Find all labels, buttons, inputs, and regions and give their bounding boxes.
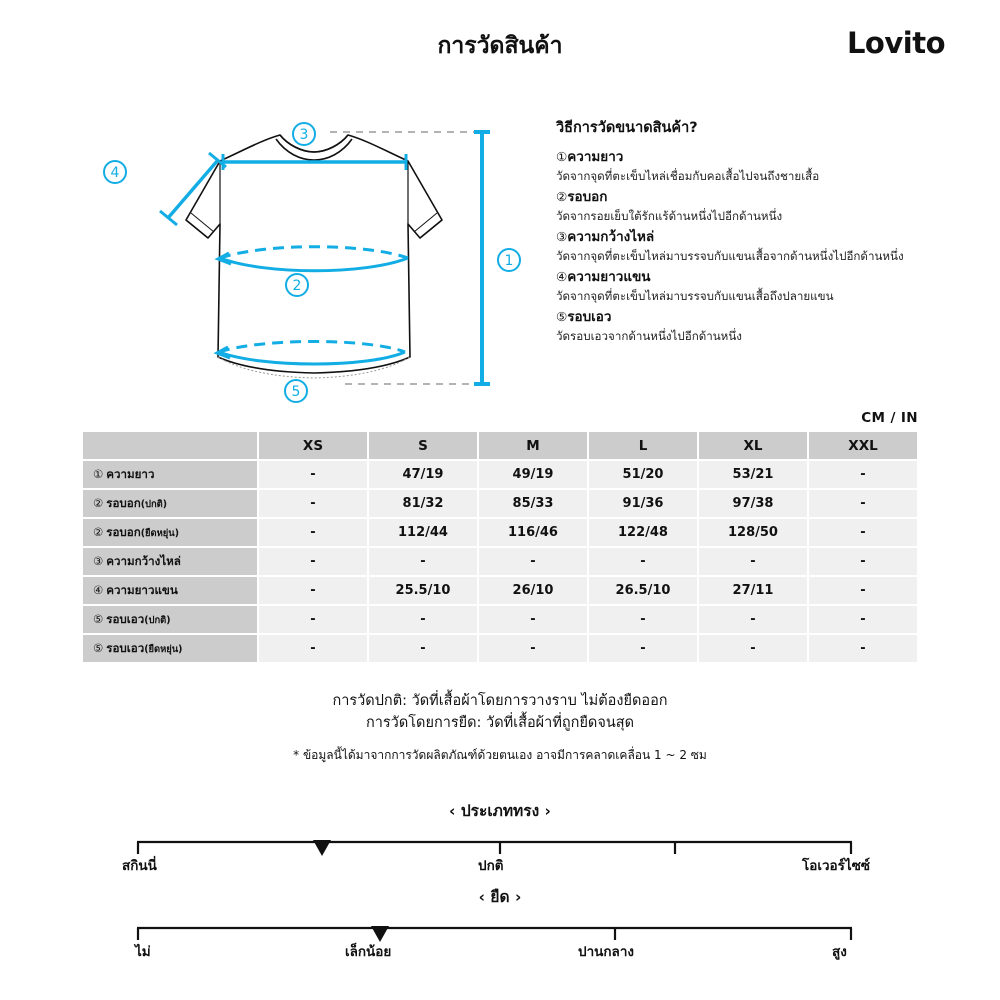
- table-header-row: [83, 432, 917, 459]
- row-label-shoulder: [83, 548, 257, 575]
- column-header-xl: XL: [699, 432, 807, 459]
- fit-scale-title: ‹ ประเภททรง ›: [449, 802, 551, 820]
- cell-waistreg-xxl: -: [809, 606, 917, 633]
- instruction-name-4: ความยาวแขน: [567, 269, 651, 286]
- cell-sleeve-s: 25.5/10: [369, 577, 477, 604]
- size-chart-table: [81, 430, 919, 664]
- cell-sleeve-xs: -: [259, 577, 367, 604]
- note-stretch-measurement: การวัดโดยการยืด: วัดที่เสื้อผ้าที่ถูกยืดจนสุด: [365, 715, 635, 732]
- cell-waistreg-m: -: [479, 606, 587, 633]
- cell-shoulder-s: -: [369, 548, 477, 575]
- cell-sleeve-m: 26/10: [479, 577, 587, 604]
- cell-waistreg-xs: -: [259, 606, 367, 633]
- cell-buststr-xxl: -: [809, 519, 917, 546]
- row-sub-3: (ยืดหยุ่น): [140, 527, 179, 539]
- table-row: [83, 577, 917, 604]
- cell-length-xxl: -: [809, 461, 917, 488]
- instruction-name-1: ความยาว: [567, 149, 624, 166]
- note-regular-measurement: การวัดปกติ: วัดที่เสื้อผ้าโดยการวางราบ ไม่ต้องยืดออก: [332, 693, 668, 709]
- svg-text:3: 3: [299, 127, 309, 143]
- cell-buststr-xs: -: [259, 519, 367, 546]
- fit-scale-marker: [313, 840, 331, 856]
- cell-buststr-l: 122/48: [589, 519, 697, 546]
- instruction-name-5: รอบเอว: [567, 309, 612, 326]
- instruction-item-5: [556, 308, 976, 345]
- table-corner-cell: [83, 432, 257, 459]
- instruction-name-2: รอบอก: [567, 189, 608, 206]
- row-label-bust-regular: [83, 490, 257, 517]
- cell-bustreg-xl: 97/38: [699, 490, 807, 517]
- svg-text:2: 2: [292, 278, 302, 294]
- cell-sleeve-l: 26.5/10: [589, 577, 697, 604]
- row-number-6: ⑤: [93, 611, 104, 626]
- row-label-waist-regular: [83, 606, 257, 633]
- column-header-xxl: XXL: [809, 432, 917, 459]
- row-number-5: ④: [93, 582, 104, 597]
- stretch-label-slight: เล็กน้อย: [345, 944, 392, 960]
- table-row: [83, 519, 917, 546]
- stretch-label-high: สูง: [832, 944, 847, 960]
- row-name-7: รอบเอว: [106, 640, 145, 655]
- page-header: [0, 28, 1000, 80]
- instruction-item-3: [556, 228, 976, 265]
- stretch-scale: [0, 884, 1000, 970]
- cell-bustreg-xs: -: [259, 490, 367, 517]
- row-number-1: ①: [93, 466, 104, 481]
- row-name-5: ความยาวแขน: [106, 582, 178, 597]
- instruction-desc-2: วัดจากรอยเย็บใต้รักแร้ด้านหนึ่งไปอีกด้านหนึ่ง: [556, 208, 783, 223]
- row-name-3: รอบอก: [106, 524, 141, 539]
- instruction-desc-5: วัดรอบเอวจากด้านหนึ่งไปอีกด้านหนึ่ง: [556, 328, 742, 343]
- tshirt-svg: [90, 112, 530, 412]
- instruction-desc-1: วัดจากจุดที่ตะเข็บไหล่เชื่อมกับคอเสื้อไปจนถึงชายเสื้อ: [556, 168, 820, 183]
- row-label-length: [83, 461, 257, 488]
- row-name-1: ความยาว: [106, 466, 155, 481]
- brand-logo: Lovito: [846, 26, 945, 60]
- cell-bustreg-s: 81/32: [369, 490, 477, 517]
- cell-sleeve-xxl: -: [809, 577, 917, 604]
- table-row: [83, 548, 917, 575]
- table-row: [83, 606, 917, 633]
- instructions-title: วิธีการวัดขนาดสินค้า?: [556, 120, 698, 136]
- row-label-sleeve: [83, 577, 257, 604]
- row-number-7: ⑤: [93, 640, 104, 655]
- fit-label-regular: ปกติ: [478, 858, 504, 874]
- cell-shoulder-xl: -: [699, 548, 807, 575]
- instruction-number-4: ④: [556, 269, 568, 285]
- cell-length-s: 47/19: [369, 461, 477, 488]
- row-name-4: ความกว้างไหล่: [106, 553, 181, 568]
- cell-waistreg-s: -: [369, 606, 477, 633]
- column-header-l: L: [589, 432, 697, 459]
- cell-waiststr-l: -: [589, 635, 697, 662]
- fit-type-scale: [0, 798, 1000, 884]
- stretch-label-none: ไม่: [135, 944, 151, 960]
- cell-waiststr-xs: -: [259, 635, 367, 662]
- row-number-4: ③: [93, 553, 104, 568]
- cell-waistreg-l: -: [589, 606, 697, 633]
- instruction-desc-3: วัดจากจุดที่ตะเข็บไหล่มาบรรจบกับแขนเสื้อจากด้านหนึ่งไปอีกด้านหนึ่ง: [556, 248, 904, 263]
- table-row: [83, 461, 917, 488]
- measurement-notes: [0, 690, 1000, 764]
- svg-text:1: 1: [504, 253, 514, 269]
- stretch-label-medium: ปานกลาง: [578, 944, 634, 960]
- column-header-m: M: [479, 432, 587, 459]
- column-header-xs: XS: [259, 432, 367, 459]
- instruction-number-3: ③: [556, 229, 568, 245]
- instruction-item-1: [556, 148, 976, 185]
- table-row: [83, 635, 917, 662]
- cell-waistreg-xl: -: [699, 606, 807, 633]
- instruction-heading-5: [556, 308, 976, 328]
- instruction-number-5: ⑤: [556, 309, 568, 325]
- row-name-6: รอบเอว: [106, 611, 145, 626]
- instruction-heading-2: [556, 188, 976, 208]
- tshirt-measurement-diagram: [90, 112, 530, 412]
- svg-text:5: 5: [291, 384, 301, 400]
- cell-bustreg-l: 91/36: [589, 490, 697, 517]
- cell-bustreg-xxl: -: [809, 490, 917, 517]
- row-sub-2: (ปกติ): [140, 498, 168, 510]
- cell-shoulder-l: -: [589, 548, 697, 575]
- svg-text:4: 4: [110, 165, 120, 181]
- instruction-name-3: ความกว้างไหล่: [567, 229, 655, 246]
- cell-buststr-s: 112/44: [369, 519, 477, 546]
- cell-shoulder-m: -: [479, 548, 587, 575]
- instruction-desc-4: วัดจากจุดที่ตะเข็บไหล่มาบรรจบกับแขนเสื้อถึงปลายแขน: [556, 288, 834, 303]
- row-name-2: รอบอก: [106, 495, 141, 510]
- cell-waiststr-xxl: -: [809, 635, 917, 662]
- cell-length-l: 51/20: [589, 461, 697, 488]
- row-sub-6: (ปกติ): [144, 614, 171, 626]
- cell-bustreg-m: 85/33: [479, 490, 587, 517]
- cell-sleeve-xl: 27/11: [699, 577, 807, 604]
- instruction-item-2: [556, 188, 976, 225]
- cell-buststr-m: 116/46: [479, 519, 587, 546]
- fit-scale-axis-wrap: [0, 832, 1000, 884]
- note-disclaimer: * ข้อมูลนี้ได้มาจากการวัดผลิตภัณฑ์ด้วยตนเอง อาจมีการคลาดเคลื่อน 1 ~ 2 ซม: [293, 747, 707, 762]
- fit-label-oversize: โอเวอร์ไซซ์: [802, 858, 871, 874]
- units-label: CM / IN: [861, 410, 918, 426]
- instruction-heading-4: [556, 268, 976, 288]
- cell-waiststr-xl: -: [699, 635, 807, 662]
- row-number-2: ②: [93, 495, 104, 510]
- row-label-waist-stretch: [83, 635, 257, 662]
- instruction-heading-1: [556, 148, 976, 168]
- cell-waiststr-m: -: [479, 635, 587, 662]
- stretch-scale-title: ‹ ยืด ›: [478, 888, 522, 906]
- cell-buststr-xl: 128/50: [699, 519, 807, 546]
- table-row: [83, 490, 917, 517]
- cell-length-xl: 53/21: [699, 461, 807, 488]
- page-title: การวัดสินค้า: [437, 33, 563, 59]
- row-number-3: ②: [93, 524, 104, 539]
- instruction-number-1: ①: [556, 149, 568, 165]
- cell-length-xs: -: [259, 461, 367, 488]
- row-label-bust-stretch: [83, 519, 257, 546]
- fit-label-skinny: สกินนี่: [122, 858, 157, 874]
- cell-shoulder-xs: -: [259, 548, 367, 575]
- instruction-heading-3: [556, 228, 976, 248]
- cell-waiststr-s: -: [369, 635, 477, 662]
- row-sub-7: (ยืดหยุ่น): [144, 643, 183, 655]
- measurement-instructions: [556, 120, 976, 348]
- instruction-item-4: [556, 268, 976, 305]
- cell-length-m: 49/19: [479, 461, 587, 488]
- column-header-s: S: [369, 432, 477, 459]
- cell-shoulder-xxl: -: [809, 548, 917, 575]
- stretch-scale-axis-wrap: [0, 918, 1000, 970]
- instruction-number-2: ②: [556, 189, 568, 205]
